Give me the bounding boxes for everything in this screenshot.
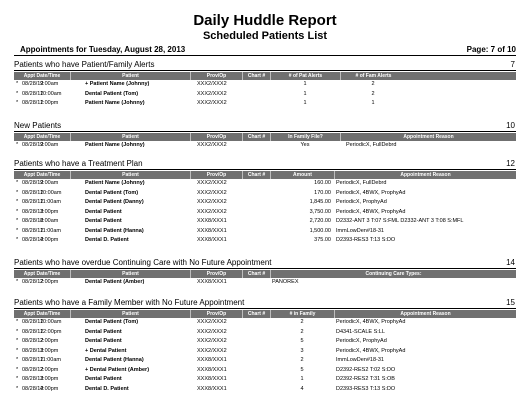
table-row[interactable] <box>14 99 516 109</box>
reason-column: PeriodicX, 4BWX, ProphyAd <box>336 319 406 325</box>
appt-date: 08/28/12 <box>22 366 44 373</box>
column-header: Prov/Op <box>190 72 242 80</box>
table-row[interactable] <box>14 356 516 366</box>
page-indicator: Page: 7 of 10 <box>466 45 516 54</box>
column-header: Patient <box>70 72 190 80</box>
reason-column: 2 <box>371 90 375 97</box>
value-column: Yes <box>300 142 310 148</box>
prov-op: XXX2/XXX2 <box>197 347 227 354</box>
section-header <box>14 58 516 71</box>
row-bullet: * <box>16 328 19 335</box>
reason-column: D2332-ANT 3 T:07 S:FML D2332-ANT 3 T:08 S:MFL <box>336 218 464 224</box>
patient-name: Dental D. Patient <box>85 385 129 392</box>
value-column: 2 <box>300 328 304 335</box>
reason-column: 1 <box>371 100 375 106</box>
prov-op: XXX2/XXX2 <box>197 328 227 335</box>
prov-op: XXX2/XXX2 <box>197 100 227 106</box>
row-bullet: * <box>16 208 19 215</box>
appt-date: 08/28/12 <box>22 227 44 234</box>
patient-name: Dental Patient <box>85 218 122 224</box>
appt-date: 08/28/12 <box>22 208 44 215</box>
reason-column: PeriodicX, FullDebrd <box>336 180 387 186</box>
appt-date: 08/28/12 <box>22 189 44 196</box>
table-row[interactable] <box>14 318 516 328</box>
row-bullet: * <box>16 279 19 285</box>
table-row[interactable] <box>14 347 516 357</box>
reason-column: PeriodicX, 4BWX, ProphyAd <box>336 208 406 215</box>
row-bullet: * <box>16 347 19 354</box>
prov-op: XXX8/XXX1 <box>197 279 227 285</box>
prov-op: XXX2/XXX2 <box>197 208 227 215</box>
appt-time: 4:00pm <box>40 237 59 243</box>
appt-time: 10:00am <box>40 90 62 97</box>
reason-column: D2393-RES3 T:13 S:DO <box>336 237 396 243</box>
appt-date: 08/28/12 <box>22 319 44 325</box>
column-header: # of Pat Alerts <box>270 72 340 80</box>
report-section <box>14 256 516 288</box>
column-header: Patient <box>70 270 190 278</box>
section-rows <box>14 318 516 394</box>
row-bullet: * <box>16 366 19 373</box>
table-row[interactable] <box>14 80 516 90</box>
patient-name: Dental Patient (Amber) <box>85 279 145 285</box>
appt-time: 8:00am <box>40 218 59 224</box>
column-header: Prov/Op <box>190 270 242 278</box>
appt-time: 2:00pm <box>40 338 59 344</box>
prov-op: XXX8/XXX1 <box>197 366 227 373</box>
section-rows <box>14 179 516 246</box>
reason-column: PeriodicX, ProphyAd <box>336 338 387 344</box>
reason-column: PeriodicX, ProphyAd <box>336 199 387 205</box>
patient-name: + Patient Name (Johnny) <box>85 81 150 87</box>
value-column: 160.00 <box>314 180 331 186</box>
table-row[interactable] <box>14 198 516 208</box>
row-bullet: * <box>16 90 19 97</box>
value-column: 170.00 <box>314 189 331 196</box>
appointments-date-label: Appointments for Tuesday, August 28, 2013 <box>20 45 186 54</box>
section-title: Patients who have Patient/Family Alerts <box>14 59 155 69</box>
table-row[interactable] <box>14 366 516 376</box>
prov-op: XXX8/XXX1 <box>197 376 227 382</box>
appt-time: 1:00pm <box>40 100 59 106</box>
value-column: 1 <box>303 81 307 87</box>
appt-time: 12:00pm <box>40 328 62 335</box>
column-header: Appointment Reason <box>334 171 516 179</box>
patient-name: Dental D. Patient <box>85 237 129 243</box>
column-header: Prov/Op <box>190 171 242 179</box>
appt-date: 08/28/12 <box>22 376 44 382</box>
section-title: New Patients <box>14 120 62 130</box>
value-column: 2,720.00 <box>309 218 331 224</box>
section-rows <box>14 80 516 109</box>
row-bullet: * <box>16 142 19 148</box>
appt-time: 9:00am <box>40 81 59 87</box>
table-row[interactable] <box>14 375 516 385</box>
prov-op: XXX2/XXX2 <box>197 180 227 186</box>
column-header: Appt Date/Time <box>23 73 61 79</box>
appt-date: 08/28/12 <box>22 347 44 354</box>
section-count: 14 <box>506 257 515 267</box>
patient-name: Dental Patient <box>85 376 122 382</box>
patient-name: Dental Patient (Hanna) <box>85 227 144 234</box>
report-section <box>14 119 516 151</box>
section-header <box>14 157 516 170</box>
appt-time: 11:00am <box>40 199 61 205</box>
prov-op: XXX8/XXX1 <box>197 237 227 243</box>
table-row[interactable] <box>14 189 516 199</box>
report-section <box>14 157 516 246</box>
patient-name: Patient Name (Johnny) <box>85 100 145 106</box>
appt-time: 3:00pm <box>40 208 59 215</box>
table-row[interactable] <box>14 385 516 395</box>
appt-time: 10:00am <box>40 319 62 325</box>
patient-name: Dental Patient <box>85 338 122 344</box>
prov-op: XXX2/XXX2 <box>197 81 227 87</box>
appt-date: 08/28/12 <box>22 218 44 224</box>
appt-time: 3:00pm <box>40 376 59 382</box>
reason-column: D2392-RES2 T:31 S:OB <box>336 376 395 382</box>
report-subtitle: Scheduled Patients List <box>202 30 328 42</box>
value-column: 1 <box>303 100 307 106</box>
prov-op: XXX2/XXX2 <box>197 90 227 97</box>
row-bullet: * <box>16 319 19 325</box>
prov-op: XXX2/XXX2 <box>197 189 227 196</box>
appt-date: 08/28/12 <box>22 90 44 97</box>
value-column: 4 <box>300 385 304 392</box>
section-count: 7 <box>510 59 515 69</box>
reason-column: D2393-RES3 T:13 S:DO <box>336 385 396 392</box>
column-header: Patient <box>70 310 190 318</box>
row-bullet: * <box>16 81 19 87</box>
patient-name: Dental Patient <box>85 208 122 215</box>
table-row[interactable] <box>14 90 516 100</box>
appt-time: 9:00am <box>40 180 59 186</box>
report-section <box>14 58 516 109</box>
column-header: Chart # <box>242 72 270 80</box>
column-header: Appt Date/Time <box>23 311 61 317</box>
row-bullet: * <box>16 189 19 196</box>
column-header: Continuing Care Types: <box>270 270 516 278</box>
table-row[interactable] <box>14 337 516 347</box>
appt-date: 08/28/12 <box>22 237 44 243</box>
section-header <box>14 256 516 269</box>
section-header <box>14 119 516 132</box>
prov-op: XXX8/XXX1 <box>197 385 227 392</box>
section-title: Patients who have overdue Continuing Care with No Future Appointment <box>14 257 272 267</box>
column-header-row <box>14 310 516 318</box>
appt-time: 11:00am <box>40 357 61 363</box>
patient-name: + Dental Patient (Amber) <box>85 366 150 373</box>
column-header: Appt Date/Time <box>23 271 61 277</box>
appt-date: 08/28/12 <box>22 357 44 363</box>
appt-date: 08/28/12 <box>22 385 44 392</box>
appt-date: 08/28/12 <box>22 338 44 344</box>
section-count: 15 <box>506 297 515 307</box>
value-column: 3 <box>300 347 304 354</box>
appt-time: 4:00pm <box>40 385 59 392</box>
appt-time: 10:00am <box>40 189 62 196</box>
prov-op: XXX2/XXX2 <box>197 142 227 148</box>
value-column: 2 <box>300 357 304 363</box>
patient-name: Dental Patient (Tom) <box>85 90 139 97</box>
value-column: 375.00 <box>314 237 331 243</box>
column-header: # in Family <box>270 310 334 318</box>
section-rows <box>14 278 516 288</box>
row-bullet: * <box>16 199 19 205</box>
table-row[interactable] <box>14 328 516 338</box>
column-header-row <box>14 133 516 141</box>
appt-time: 9:00am <box>40 142 59 148</box>
table-row[interactable] <box>14 179 516 189</box>
value-column: 2 <box>300 319 304 325</box>
appt-date: 08/28/12 <box>22 328 44 335</box>
patient-name: Dental Patient <box>85 328 122 335</box>
patient-name: Dental Patient (Danny) <box>85 199 144 205</box>
patient-name: Patient Name (Johnny) <box>85 142 145 148</box>
row-bullet: * <box>16 376 19 382</box>
column-header: Amount <box>270 171 334 179</box>
prov-op: XXX2/XXX2 <box>197 199 227 205</box>
report-section <box>14 296 516 394</box>
table-row[interactable] <box>14 278 516 288</box>
value-column: PANOREX <box>272 279 299 285</box>
column-header: Patient <box>70 133 190 141</box>
value-column: 1,500.00 <box>309 227 331 234</box>
reason-column: 2 <box>371 81 375 87</box>
column-header-row <box>14 72 516 80</box>
appt-date: 08/28/12 <box>22 100 44 106</box>
appt-date: 08/28/12 <box>22 279 44 285</box>
prov-op: XXX8/XXX1 <box>197 357 227 363</box>
column-header: In Family File? <box>270 133 340 141</box>
section-count: 10 <box>506 120 515 130</box>
value-column: 1 <box>300 376 304 382</box>
column-header: # of Fam Alerts <box>340 72 406 80</box>
section-title: Patients who have a Family Member with No Future Appointment <box>14 297 245 307</box>
table-row[interactable] <box>14 217 516 227</box>
section-title: Patients who have a Treatment Plan <box>14 158 143 168</box>
row-bullet: * <box>16 100 19 106</box>
appt-date: 08/28/12 <box>22 81 44 87</box>
patient-name: Dental Patient (Hanna) <box>85 357 144 363</box>
row-bullet: * <box>16 237 19 243</box>
prov-op: XXX8/XXX1 <box>197 227 227 234</box>
row-bullet: * <box>16 227 19 234</box>
patient-name: + Dental Patient <box>85 347 127 354</box>
reason-column: ImmLowDen#18-31 <box>336 357 384 363</box>
report-title: Daily Huddle Report <box>193 12 337 29</box>
column-header-row <box>14 270 516 278</box>
appt-date: 08/28/12 <box>22 142 44 148</box>
prov-op: XXX2/XXX2 <box>197 319 227 325</box>
reason-column: PeriodicX, 4BWX, ProphyAd <box>336 347 406 354</box>
column-header: Chart # <box>242 310 270 318</box>
table-row[interactable] <box>14 208 516 218</box>
column-header: Appointment Reason <box>334 310 516 318</box>
value-column: 3,750.00 <box>309 208 331 215</box>
reason-column: ImmLowDen#18-31 <box>336 227 384 234</box>
row-bullet: * <box>16 385 19 392</box>
patient-name: Patient Name (Johnny) <box>85 180 145 186</box>
column-header-row <box>14 171 516 179</box>
header-divider <box>14 55 516 56</box>
reason-column: D4341-SCALE S:LL <box>336 328 385 335</box>
patient-name: Dental Patient (Tom) <box>85 319 139 325</box>
value-column: 5 <box>300 338 304 344</box>
value-column: 1 <box>303 90 307 97</box>
appt-time: 2:00pm <box>40 279 59 285</box>
reason-column: D2392-RES2 T:02 S:DO <box>336 366 396 373</box>
column-header: Prov/Op <box>190 310 242 318</box>
section-header <box>14 296 516 309</box>
table-row[interactable] <box>14 227 516 237</box>
prov-op: XXX2/XXX2 <box>197 338 227 344</box>
reason-column: PeriodicX, FullDebrd <box>346 142 397 148</box>
prov-op: XXX8/XXX1 <box>197 218 227 224</box>
appt-date: 08/28/12 <box>22 199 44 205</box>
column-header: Chart # <box>242 270 270 278</box>
appt-time: 3:00pm <box>40 347 59 354</box>
section-count: 12 <box>506 158 515 168</box>
row-bullet: * <box>16 180 19 186</box>
reason-column: PeriodicX, 4BWX, ProphyAd <box>336 189 406 196</box>
appt-time: 2:00pm <box>40 366 59 373</box>
row-bullet: * <box>16 218 19 224</box>
row-bullet: * <box>16 357 19 363</box>
column-header: Appt Date/Time <box>23 134 61 140</box>
column-header: Chart # <box>242 171 270 179</box>
appt-time: 11:00am <box>40 227 61 234</box>
column-header: Prov/Op <box>190 133 242 141</box>
value-column: 5 <box>300 366 304 373</box>
patient-name: Dental Patient (Tom) <box>85 189 139 196</box>
table-row[interactable] <box>14 141 516 151</box>
column-header: Chart # <box>242 133 270 141</box>
row-bullet: * <box>16 338 19 344</box>
section-rows <box>14 141 516 151</box>
column-header: Appt Date/Time <box>23 172 61 178</box>
table-row[interactable] <box>14 236 516 246</box>
appt-date: 08/28/12 <box>22 180 44 186</box>
column-header: Appointment Reason <box>340 133 516 141</box>
value-column: 1,845.00 <box>309 199 331 205</box>
column-header: Patient <box>70 171 190 179</box>
